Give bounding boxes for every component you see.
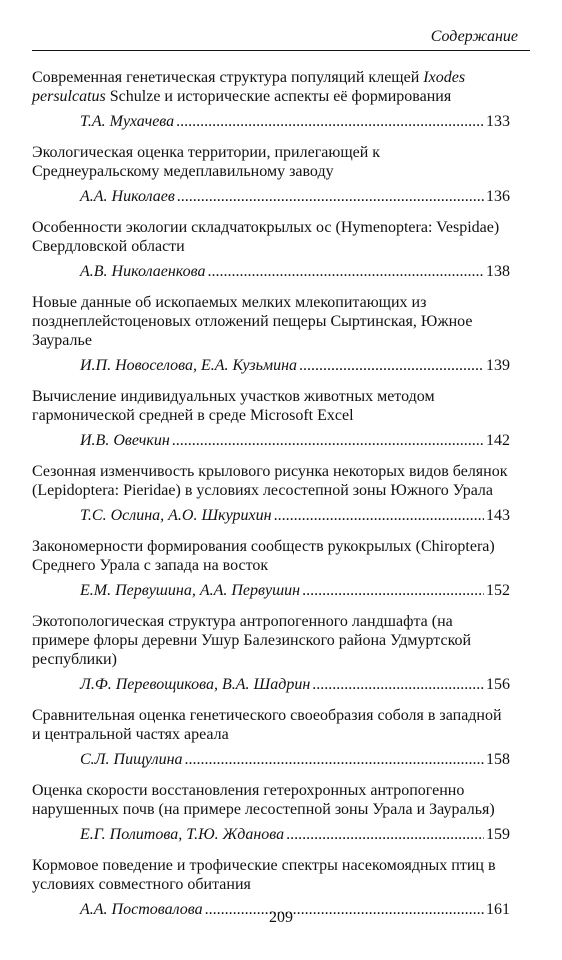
page-number: 209 bbox=[269, 909, 293, 926]
toc-entry-page: 139 bbox=[486, 357, 510, 374]
toc-entry-page: 158 bbox=[486, 751, 510, 768]
toc-entry-line bbox=[32, 356, 510, 375]
toc-entry-authors: Т.А. Мухачева bbox=[80, 113, 175, 130]
dot-leader bbox=[299, 356, 484, 375]
toc-entry-authors: Е.Г. Политова, Т.Ю. Жданова bbox=[80, 826, 285, 843]
toc-entry-page: 133 bbox=[486, 113, 510, 130]
toc-entry-line bbox=[32, 825, 510, 844]
toc-entry-page: 156 bbox=[486, 676, 510, 693]
dot-leader bbox=[286, 825, 484, 844]
toc-entry-title: Экотопологическая структура антропогенного ландшафта (на примере флоры деревни Ушур Балезинского района Удмуртской республики) bbox=[32, 613, 472, 668]
toc-entry bbox=[32, 143, 510, 206]
dot-leader bbox=[274, 506, 484, 525]
dot-leader bbox=[176, 112, 484, 131]
toc-entry bbox=[32, 293, 510, 375]
toc-entry-authors: И.В. Овечкин bbox=[80, 432, 170, 449]
toc-entry-authors: Т.С. Ослина, А.О. Шкурихин bbox=[80, 507, 272, 524]
toc-entry-authors: Е.М. Первушина, А.А. Первушин bbox=[80, 582, 301, 599]
toc-entry-authors: И.П. Новоселова, Е.А. Кузьмина bbox=[80, 357, 298, 374]
toc-entry bbox=[32, 537, 510, 600]
toc-entry-authors: А.А. Николаев bbox=[80, 188, 175, 205]
toc-entry-authors: С.Л. Пищулина bbox=[80, 751, 183, 768]
toc-entry-line bbox=[32, 750, 510, 769]
dot-leader bbox=[172, 431, 484, 450]
toc-entry-line bbox=[32, 187, 510, 206]
toc-entry-title: Оценка скорости восстановления гетерохронных антропогенно нарушенных почв (на примере лесостепной зоны Урала и Зауралья) bbox=[32, 782, 495, 818]
toc-entry bbox=[32, 612, 510, 694]
toc-entry bbox=[32, 462, 510, 525]
toc-entry-title: Экологическая оценка территории, прилегающей к Среднеуральскому медеплавильному заводу bbox=[32, 144, 381, 180]
toc-entry-title: Новые данные об ископаемых мелких млекопитающих из позднеплейстоценовых отложений пещеры Сыртинская, Южное Зауралье bbox=[32, 294, 473, 349]
toc-entry-title: Сравнительная оценка генетического своеобразия соболя в западной и центральной частях ареала bbox=[32, 707, 502, 743]
toc-entry-title: Кормовое поведение и трофические спектры насекомоядных птиц в условиях совместного обитания bbox=[32, 857, 496, 893]
toc-entry-line bbox=[32, 431, 510, 450]
toc-entry-title: Вычисление индивидуальных участков животных методом гармонической средней в среде Microsoft Excel bbox=[32, 388, 435, 424]
running-header bbox=[32, 28, 530, 51]
toc-entry bbox=[32, 706, 510, 769]
species-name: Ixodes persulcatus bbox=[32, 69, 466, 105]
section-title: Содержание bbox=[430, 28, 518, 45]
toc-entry-page: 152 bbox=[486, 582, 510, 599]
toc-entry-authors: Л.Ф. Перевощикова, В.А. Шадрин bbox=[80, 676, 311, 693]
toc-entry bbox=[32, 68, 510, 131]
dot-leader bbox=[177, 187, 484, 206]
toc-entry-title: Сезонная изменчивость крылового рисунка некоторых видов белянок (Lepidoptera: Pieridae) в условиях лесостепной зоны Южного Урала bbox=[32, 463, 508, 499]
toc-entry-line bbox=[32, 675, 510, 694]
toc-entry-title: Закономерности формирования сообществ рукокрылых (Chiroptera) Среднего Урала с запада на восток bbox=[32, 538, 495, 574]
toc-entry bbox=[32, 387, 510, 450]
toc-entry-page: 143 bbox=[486, 507, 510, 524]
toc-entry-line bbox=[32, 506, 510, 525]
toc-entry-title: Современная генетическая структура популяций клещей Ixodes persulcatus Schulze и исторические аспекты её формирования bbox=[32, 69, 466, 105]
dot-leader bbox=[312, 675, 484, 694]
toc-entry-page: 138 bbox=[486, 263, 510, 280]
toc-entry-line bbox=[32, 262, 510, 281]
toc-entry-title: Особенности экологии складчатокрылых ос (Hymenoptera: Vespidae) Свердловской области bbox=[32, 219, 500, 255]
toc-entry bbox=[32, 781, 510, 844]
table-of-contents bbox=[32, 68, 510, 931]
toc-entry-page: 142 bbox=[486, 432, 510, 449]
toc-entry-authors: А.В. Николаенкова bbox=[80, 263, 206, 280]
toc-entry-line bbox=[32, 581, 510, 600]
toc-entry-page: 159 bbox=[486, 826, 510, 843]
dot-leader bbox=[185, 750, 484, 769]
toc-entry-authors: А.А. Постовалова bbox=[80, 901, 203, 918]
dot-leader bbox=[302, 581, 484, 600]
toc-entry-page: 136 bbox=[486, 188, 510, 205]
toc-entry bbox=[32, 218, 510, 281]
toc-entry-page: 161 bbox=[486, 901, 510, 918]
dot-leader bbox=[208, 262, 485, 281]
toc-entry-line bbox=[32, 112, 510, 131]
